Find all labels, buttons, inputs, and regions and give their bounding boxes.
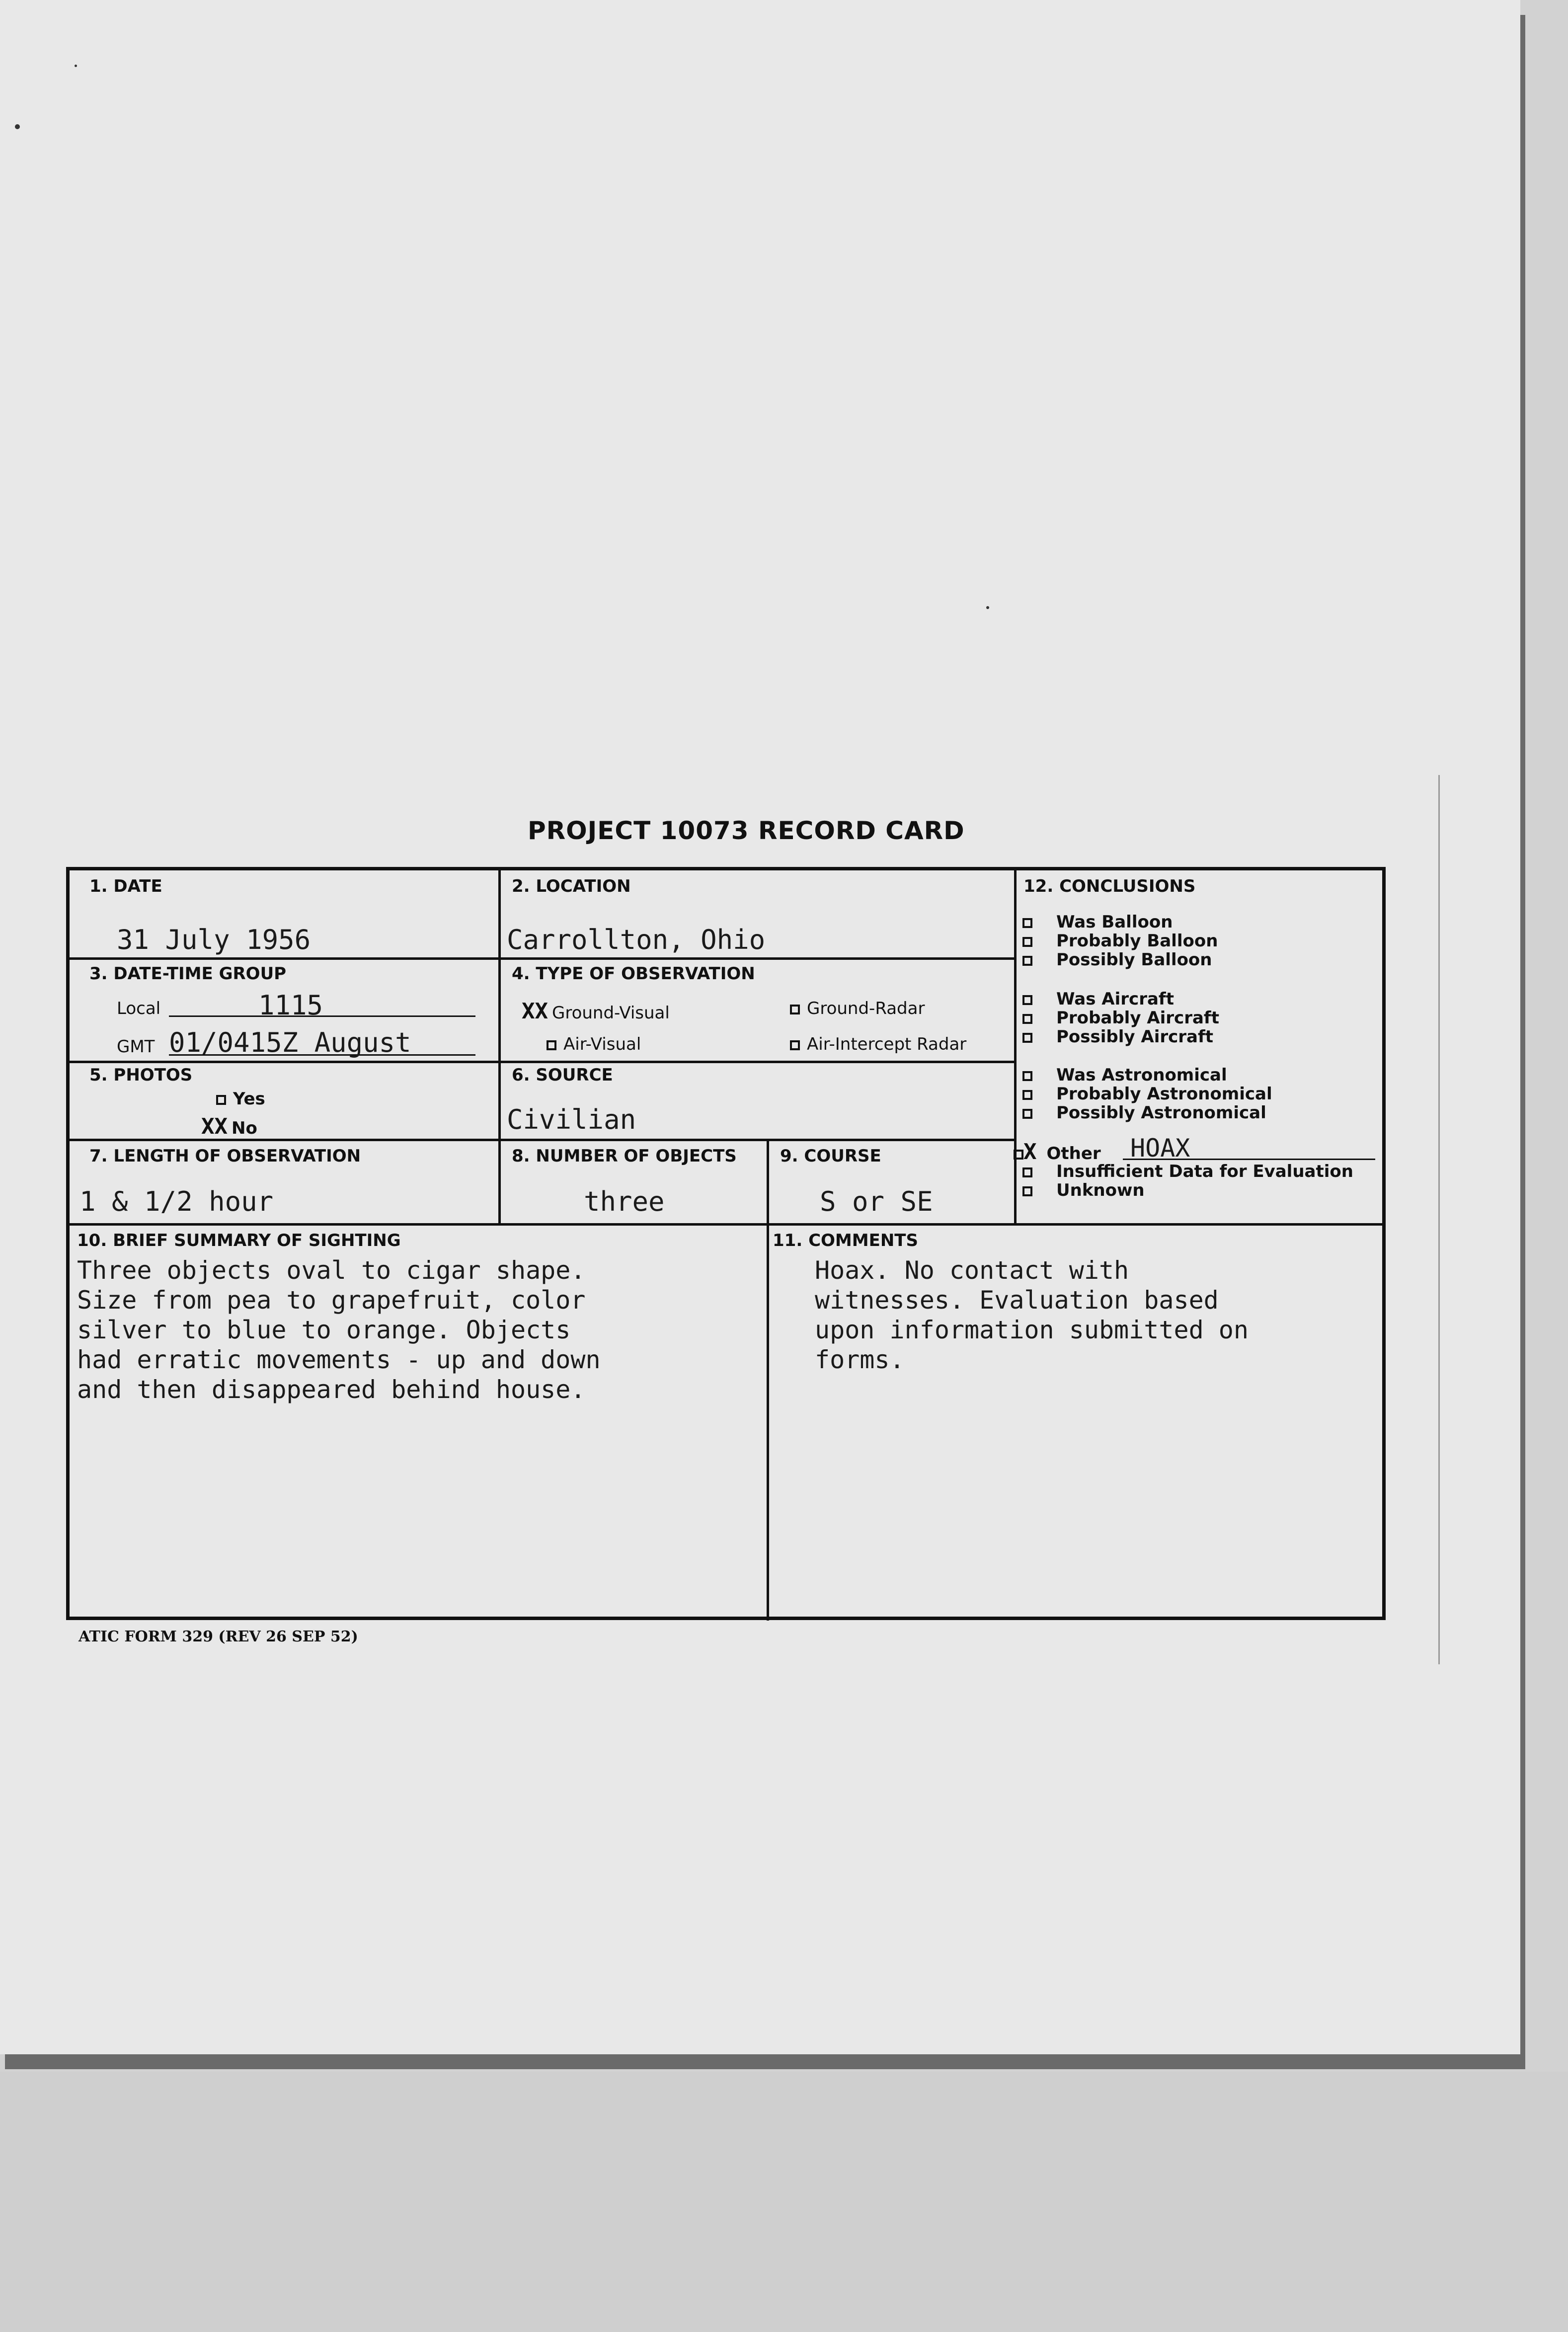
photos-no-option [201, 1114, 257, 1139]
checkbox-icon [1022, 1109, 1032, 1119]
comments-line: witnesses. Evaluation based [815, 1286, 1219, 1315]
air-intercept-radar-option [790, 1034, 966, 1054]
photos-label: 5. PHOTOS [89, 1065, 193, 1085]
photos-yes-option [216, 1089, 265, 1109]
row-divider [70, 957, 1017, 960]
course-label: 9. COURSE [780, 1146, 881, 1166]
row-divider [70, 1061, 1017, 1063]
date-time-group-label: 3. DATE-TIME GROUP [89, 964, 287, 984]
dust-speck [75, 65, 77, 67]
background-surface [0, 2072, 1568, 2332]
comments-text [815, 1255, 1249, 1375]
conclusion-probably-aircraft: Probably Aircraft [1022, 1009, 1219, 1027]
air-intercept-radar-text: Air-Intercept Radar [807, 1034, 967, 1054]
checkbox-icon [1022, 1090, 1032, 1100]
location-label: 2. LOCATION [512, 876, 631, 896]
length-of-observation-value: 1 & 1/2 hour [79, 1186, 274, 1217]
column-divider [498, 870, 501, 1226]
conclusion-other [1014, 1139, 1101, 1165]
ground-visual-text: Ground-Visual [551, 1003, 670, 1023]
gmt-value: 01/0415Z August [169, 1027, 411, 1058]
checkbox-icon [547, 1040, 556, 1050]
checkbox-icon [216, 1095, 226, 1105]
photos-no-text: No [231, 1118, 257, 1138]
comments-line: Hoax. No contact with [815, 1256, 1129, 1285]
form-footer: ATIC FORM 329 (REV 26 SEP 52) [78, 1628, 358, 1645]
checkbox-icon [790, 1005, 800, 1014]
ground-visual-option [522, 999, 670, 1024]
checkbox-icon [1022, 1014, 1032, 1024]
course-value: S or SE [820, 1186, 933, 1217]
conclusion-unknown: Unknown [1022, 1181, 1145, 1200]
ground-visual-check-mark: XX [522, 999, 548, 1024]
checkbox-icon [790, 1040, 800, 1050]
checkbox-icon [1022, 956, 1032, 966]
checkbox-icon [1022, 918, 1032, 928]
summary-line: had erratic movements - up and down [77, 1345, 601, 1374]
summary-line: Three objects oval to cigar shape. [77, 1256, 586, 1285]
checkbox-icon [1022, 1071, 1032, 1081]
conclusion-was-balloon: Was Balloon [1022, 913, 1173, 932]
gmt-label: GMT [117, 1037, 155, 1057]
source-value: Civilian [507, 1104, 636, 1135]
air-visual-text: Air-Visual [563, 1034, 641, 1054]
date-value: 31 July 1956 [117, 924, 311, 955]
conclusions-label: 12. CONCLUSIONS [1023, 876, 1196, 896]
other-value: HOAX [1130, 1134, 1190, 1163]
ground-radar-text: Ground-Radar [807, 999, 925, 1018]
local-time-value: 1115 [258, 990, 323, 1021]
conclusion-insufficient-data: Insufficient Data for Evaluation [1022, 1162, 1353, 1181]
card-edge-line [1438, 775, 1440, 1664]
conclusion-probably-astronomical: Probably Astronomical [1022, 1085, 1272, 1103]
checkbox-icon [1022, 1033, 1032, 1043]
local-label: Local [117, 999, 161, 1018]
summary-text [77, 1255, 601, 1404]
source-label: 6. SOURCE [512, 1065, 613, 1085]
dust-speck [15, 124, 20, 129]
dust-speck [986, 606, 989, 609]
conclusion-possibly-balloon: Possibly Balloon [1022, 950, 1212, 969]
row-divider [70, 1223, 1384, 1226]
comments-label: 11. COMMENTS [773, 1231, 918, 1250]
number-of-objects-label: 8. NUMBER OF OBJECTS [512, 1146, 737, 1166]
column-divider [767, 1139, 769, 1621]
record-card [66, 867, 1386, 1620]
number-of-objects-value: three [584, 1186, 665, 1217]
checkbox-icon [1022, 1167, 1032, 1177]
summary-label: 10. BRIEF SUMMARY OF SIGHTING [77, 1231, 401, 1250]
conclusion-was-astronomical: Was Astronomical [1022, 1066, 1227, 1085]
comments-line: forms. [815, 1345, 905, 1374]
conclusion-possibly-aircraft: Possibly Aircraft [1022, 1027, 1213, 1046]
comments-line: upon information submitted on [815, 1316, 1249, 1344]
summary-line: Size from pea to grapefruit, color [77, 1286, 586, 1315]
conclusion-possibly-astronomical: Possibly Astronomical [1022, 1103, 1266, 1122]
photos-yes-text: Yes [233, 1089, 265, 1109]
location-value: Carrollton, Ohio [507, 924, 766, 955]
card-title: PROJECT 10073 RECORD CARD [528, 816, 965, 845]
checkbox-icon [1022, 1186, 1032, 1196]
type-of-observation-label: 4. TYPE OF OBSERVATION [512, 964, 755, 984]
ground-radar-option [790, 999, 925, 1018]
checkbox-icon [1022, 937, 1032, 947]
conclusion-was-aircraft: Was Aircraft [1022, 990, 1174, 1009]
date-label: 1. DATE [89, 876, 162, 896]
conclusion-probably-balloon: Probably Balloon [1022, 932, 1218, 950]
photos-no-check-mark: XX [201, 1114, 228, 1139]
length-of-observation-label: 7. LENGTH OF OBSERVATION [89, 1146, 361, 1166]
other-check-mark: X [1023, 1139, 1037, 1165]
checkbox-icon [1022, 995, 1032, 1005]
air-visual-option [547, 1034, 641, 1054]
column-divider [1014, 870, 1017, 1226]
summary-line: silver to blue to orange. Objects [77, 1316, 571, 1344]
other-label: Other [1046, 1144, 1101, 1164]
summary-line: and then disappeared behind house. [77, 1375, 586, 1404]
checkbox-icon [1014, 1150, 1023, 1160]
